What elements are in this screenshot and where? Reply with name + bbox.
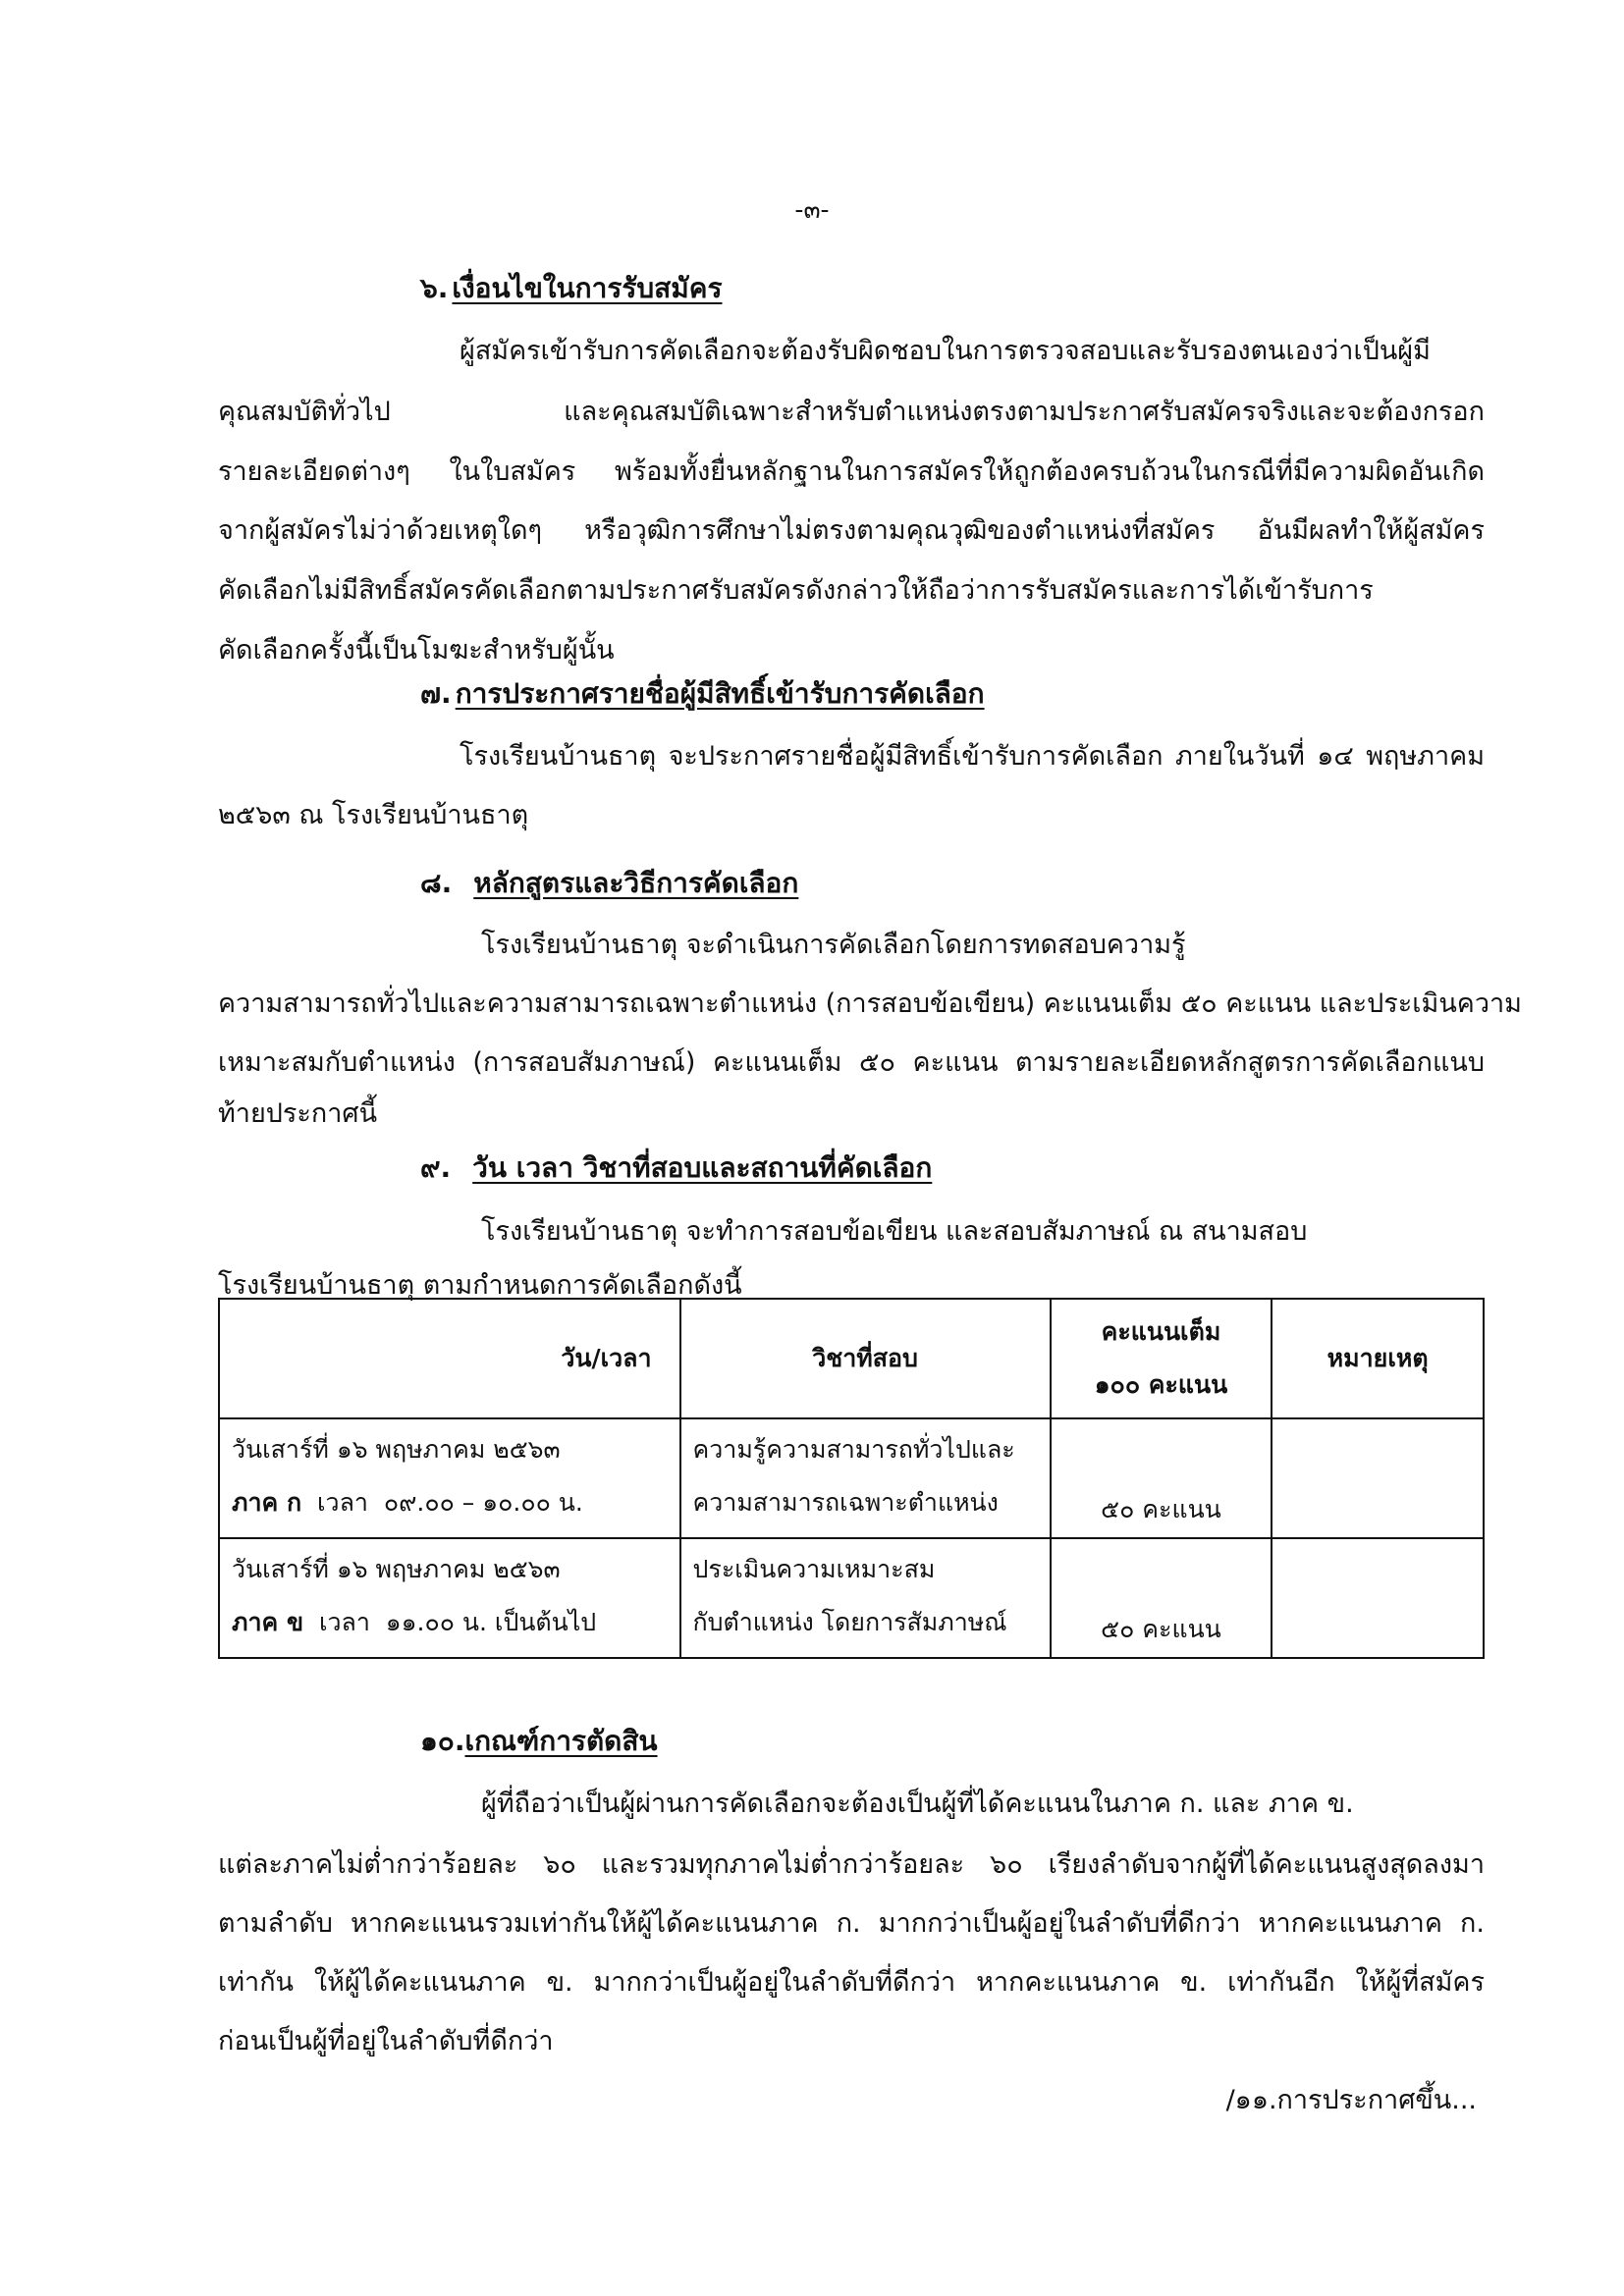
row-subject-line1: ความรู้ความสามารถทั่วไปและ <box>692 1435 1015 1464</box>
row-score: ๕๐ คะแนน <box>1051 1538 1272 1658</box>
page-number: -๓- <box>794 195 830 224</box>
section-6-title: เงื่อนไขในการรับสมัคร <box>452 272 723 304</box>
table-row <box>219 1538 1484 1658</box>
section-9-heading <box>420 1147 932 1190</box>
section-6-line: คัดเลือกครั้งนี้เป็นโมฆะสำหรับผู้นั้น <box>218 635 615 666</box>
row-date-time <box>219 1418 680 1538</box>
section-6-number: ๖. <box>420 272 449 304</box>
section-10-line: ก่อนเป็นผู้ที่อยู่ในลำดับที่ดีกว่า <box>218 2026 554 2056</box>
continuation-note: /๑๑.การประกาศขึ้น... <box>1225 2085 1477 2115</box>
row-date-time <box>219 1538 680 1658</box>
row-subject-line2: ความสามารถเฉพาะตำแหน่ง <box>692 1488 999 1517</box>
table-header-row <box>219 1299 1484 1418</box>
row-remark <box>1272 1418 1484 1538</box>
row-score: ๕๐ คะแนน <box>1051 1418 1272 1538</box>
section-6-line: คัดเลือกไม่มีสิทธิ์สมัครคัดเลือกตามประกาศรับสมัครดังกล่าวให้ถือว่าการรับสมัครและการได้เข้ารับการ <box>218 575 1374 606</box>
header-subject: วิชาที่สอบ <box>680 1299 1051 1418</box>
schedule-table <box>218 1298 1485 1659</box>
section-10-line: เท่ากัน ให้ผู้ได้คะแนนภาค ข. มากกว่าเป็นผู้อยู่ในลำดับที่ดีกว่า หากคะแนนภาค ข. เท่ากันอีก ให้ผู้ที่สมัคร <box>218 1967 1485 1998</box>
row-remark <box>1272 1538 1484 1658</box>
section-7-line: โรงเรียนบ้านธาตุ จะประกาศรายชื่อผู้มีสิทธิ์เข้ารับการคัดเลือก ภายในวันที่ ๑๔ พฤษภาคม <box>460 741 1485 772</box>
row-time-text: เวลา ๐๙.๐๐ – ๑๐.๐๐ น. <box>301 1488 583 1517</box>
section-10-line: แต่ละภาคไม่ต่ำกว่าร้อยละ ๖๐ และรวมทุกภาคไม่ต่ำกว่าร้อยละ ๖๐ เรียงลำดับจากผู้ที่ได้คะแนนสูงสุดลงมา <box>218 1849 1485 1880</box>
section-9-line: โรงเรียนบ้านธาตุ ตามกำหนดการคัดเลือกดังนี้ <box>218 1270 742 1301</box>
section-9-title: วัน เวลา วิชาที่สอบและสถานที่คัดเลือก <box>472 1151 933 1184</box>
section-6-line: ผู้สมัครเข้ารับการคัดเลือกจะต้องรับผิดชอบในการตรวจสอบและรับรองตนเองว่าเป็นผู้มี <box>460 336 1431 366</box>
section-7-title: การประกาศรายชื่อผู้มีสิทธิ์เข้ารับการคัดเลือก <box>455 677 985 710</box>
header-full-score-line1: คะแนนเต็ม <box>1101 1317 1221 1346</box>
section-6-line: คุณสมบัติทั่วไป และคุณสมบัติเฉพาะสำหรับตำแหน่งตรงตามประกาศรับสมัครจริงและจะต้องกรอก <box>218 397 1485 427</box>
section-8-title: หลักสูตรและวิธีการคัดเลือก <box>473 867 799 899</box>
section-10-title: เกณฑ์การตัดสิน <box>464 1725 658 1757</box>
row-date: วันเสาร์ที่ ๑๖ พฤษภาคม ๒๕๖๓ <box>232 1435 561 1464</box>
section-6-line: รายละเอียดต่างๆ ในใบสมัคร พร้อมทั้งยื่นหลักฐานในการสมัครให้ถูกต้องครบถ้วนในกรณีที่มีความผิดอันเกิด <box>218 456 1485 487</box>
section-8-number: ๘. <box>420 867 453 899</box>
section-7-line: ๒๕๖๓ ณ โรงเรียนบ้านธาตุ <box>218 800 529 830</box>
header-remark: หมายเหตุ <box>1272 1299 1484 1418</box>
section-10-number: ๑๐. <box>420 1725 465 1757</box>
section-10-heading <box>420 1720 658 1763</box>
row-part: ภาค ข <box>232 1608 304 1636</box>
row-time <box>232 1476 668 1529</box>
header-date-time: วัน/เวลา <box>219 1299 680 1418</box>
table-row <box>219 1418 1484 1538</box>
section-7-number: ๗. <box>420 677 452 710</box>
section-10-line: ผู้ที่ถือว่าเป็นผู้ผ่านการคัดเลือกจะต้องเป็นผู้ที่ได้คะแนนในภาค ก. และ ภาค ข. <box>481 1789 1354 1819</box>
header-full-score <box>1051 1299 1272 1418</box>
row-subject <box>680 1538 1051 1658</box>
section-8-line: ความสามารถทั่วไปและความสามารถเฉพาะตำแหน่ง (การสอบข้อเขียน) คะแนนเต็ม ๕๐ คะแนน และประเมินความ <box>218 988 1522 1019</box>
row-part: ภาค ก <box>232 1488 302 1517</box>
section-8-heading <box>420 862 798 905</box>
section-10-line: ตามลำดับ หากคะแนนรวมเท่ากันให้ผู้ได้คะแนนภาค ก. มากกว่าเป็นผู้อยู่ในลำดับที่ดีกว่า หากคะแนนภาค ก. <box>218 1908 1485 1939</box>
row-subject <box>680 1418 1051 1538</box>
section-9-number: ๙. <box>420 1151 452 1184</box>
header-full-score-line2: ๑๐๐ คะแนน <box>1094 1370 1228 1399</box>
row-subject-line1: ประเมินความเหมาะสม <box>692 1555 936 1583</box>
section-8-line: เหมาะสมกับตำแหน่ง (การสอบสัมภาษณ์) คะแนนเต็ม ๕๐ คะแนน ตามรายละเอียดหลักสูตรการคัดเลือกแนบ <box>218 1047 1485 1078</box>
section-9-line: โรงเรียนบ้านธาตุ จะทำการสอบข้อเขียน และสอบสัมภาษณ์ ณ สนามสอบ <box>481 1216 1308 1247</box>
row-subject-line2: กับตำแหน่ง โดยการสัมภาษณ์ <box>692 1608 1007 1636</box>
row-time-text: เวลา ๑๑.๐๐ น. เป็นต้นไป <box>303 1608 597 1636</box>
section-7-heading <box>420 672 985 716</box>
row-time <box>232 1596 668 1649</box>
section-6-line: จากผู้สมัครไม่ว่าด้วยเหตุใดๆ หรือวุฒิการศึกษาไม่ตรงตามคุณวุฒิของตำแหน่งที่สมัคร อันมีผลทำให้ผู้สมัคร <box>218 515 1485 546</box>
section-8-line: โรงเรียนบ้านธาตุ จะดำเนินการคัดเลือกโดยการทดสอบความรู้ <box>481 930 1186 960</box>
section-8-line: ท้ายประกาศนี้ <box>218 1098 378 1129</box>
section-6-heading <box>420 267 723 310</box>
row-date: วันเสาร์ที่ ๑๖ พฤษภาคม ๒๕๖๓ <box>232 1555 561 1583</box>
